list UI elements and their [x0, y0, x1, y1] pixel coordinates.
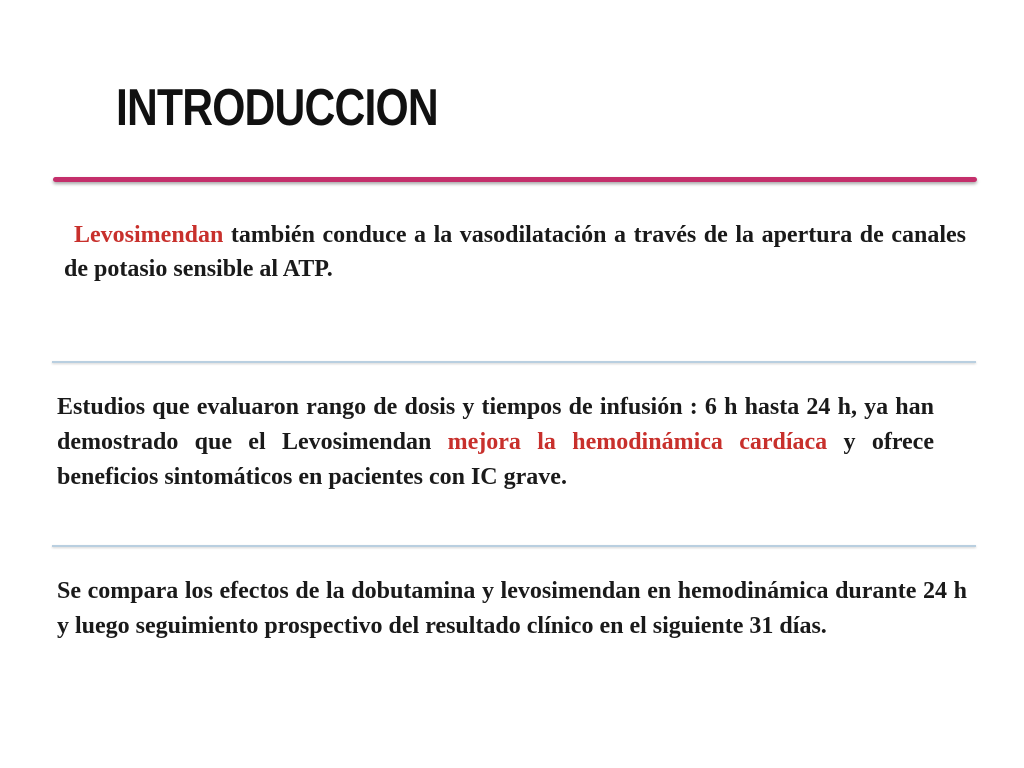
highlight-levosimendan: Levosimendan [74, 222, 224, 248]
paragraph-levosimendan-vasodilation [64, 218, 966, 286]
paragraph-1-text: también conduce a la vasodilatación a través de la apertura de canales de potasio sensible al ATP. [64, 222, 966, 282]
paragraph-dobutamine-comparison: Se compara los efectos de la dobutamina y levosimendan en hemodinámica durante 24 h y luego seguimiento prospectivo del resultado clínico en el siguiente 31 días. [57, 578, 967, 639]
slide-title: INTRODUCCION [116, 79, 438, 137]
paragraph-dose-studies [57, 390, 934, 495]
paragraph-2-text-before: Estudios que evaluaron rango de dosis y tiempos de infusión : 6 h hasta 24 h, ya han demostrado que el Levosimendan [57, 394, 934, 455]
highlight-hemodynamics: mejora la hemodinámica cardíaca [447, 429, 828, 455]
title-underline [53, 177, 977, 182]
section-divider-2 [52, 545, 976, 547]
paragraph-2-text-after: y ofrece beneficios sintomáticos en pacientes con IC grave. [57, 429, 934, 490]
section-divider-1 [52, 361, 976, 363]
